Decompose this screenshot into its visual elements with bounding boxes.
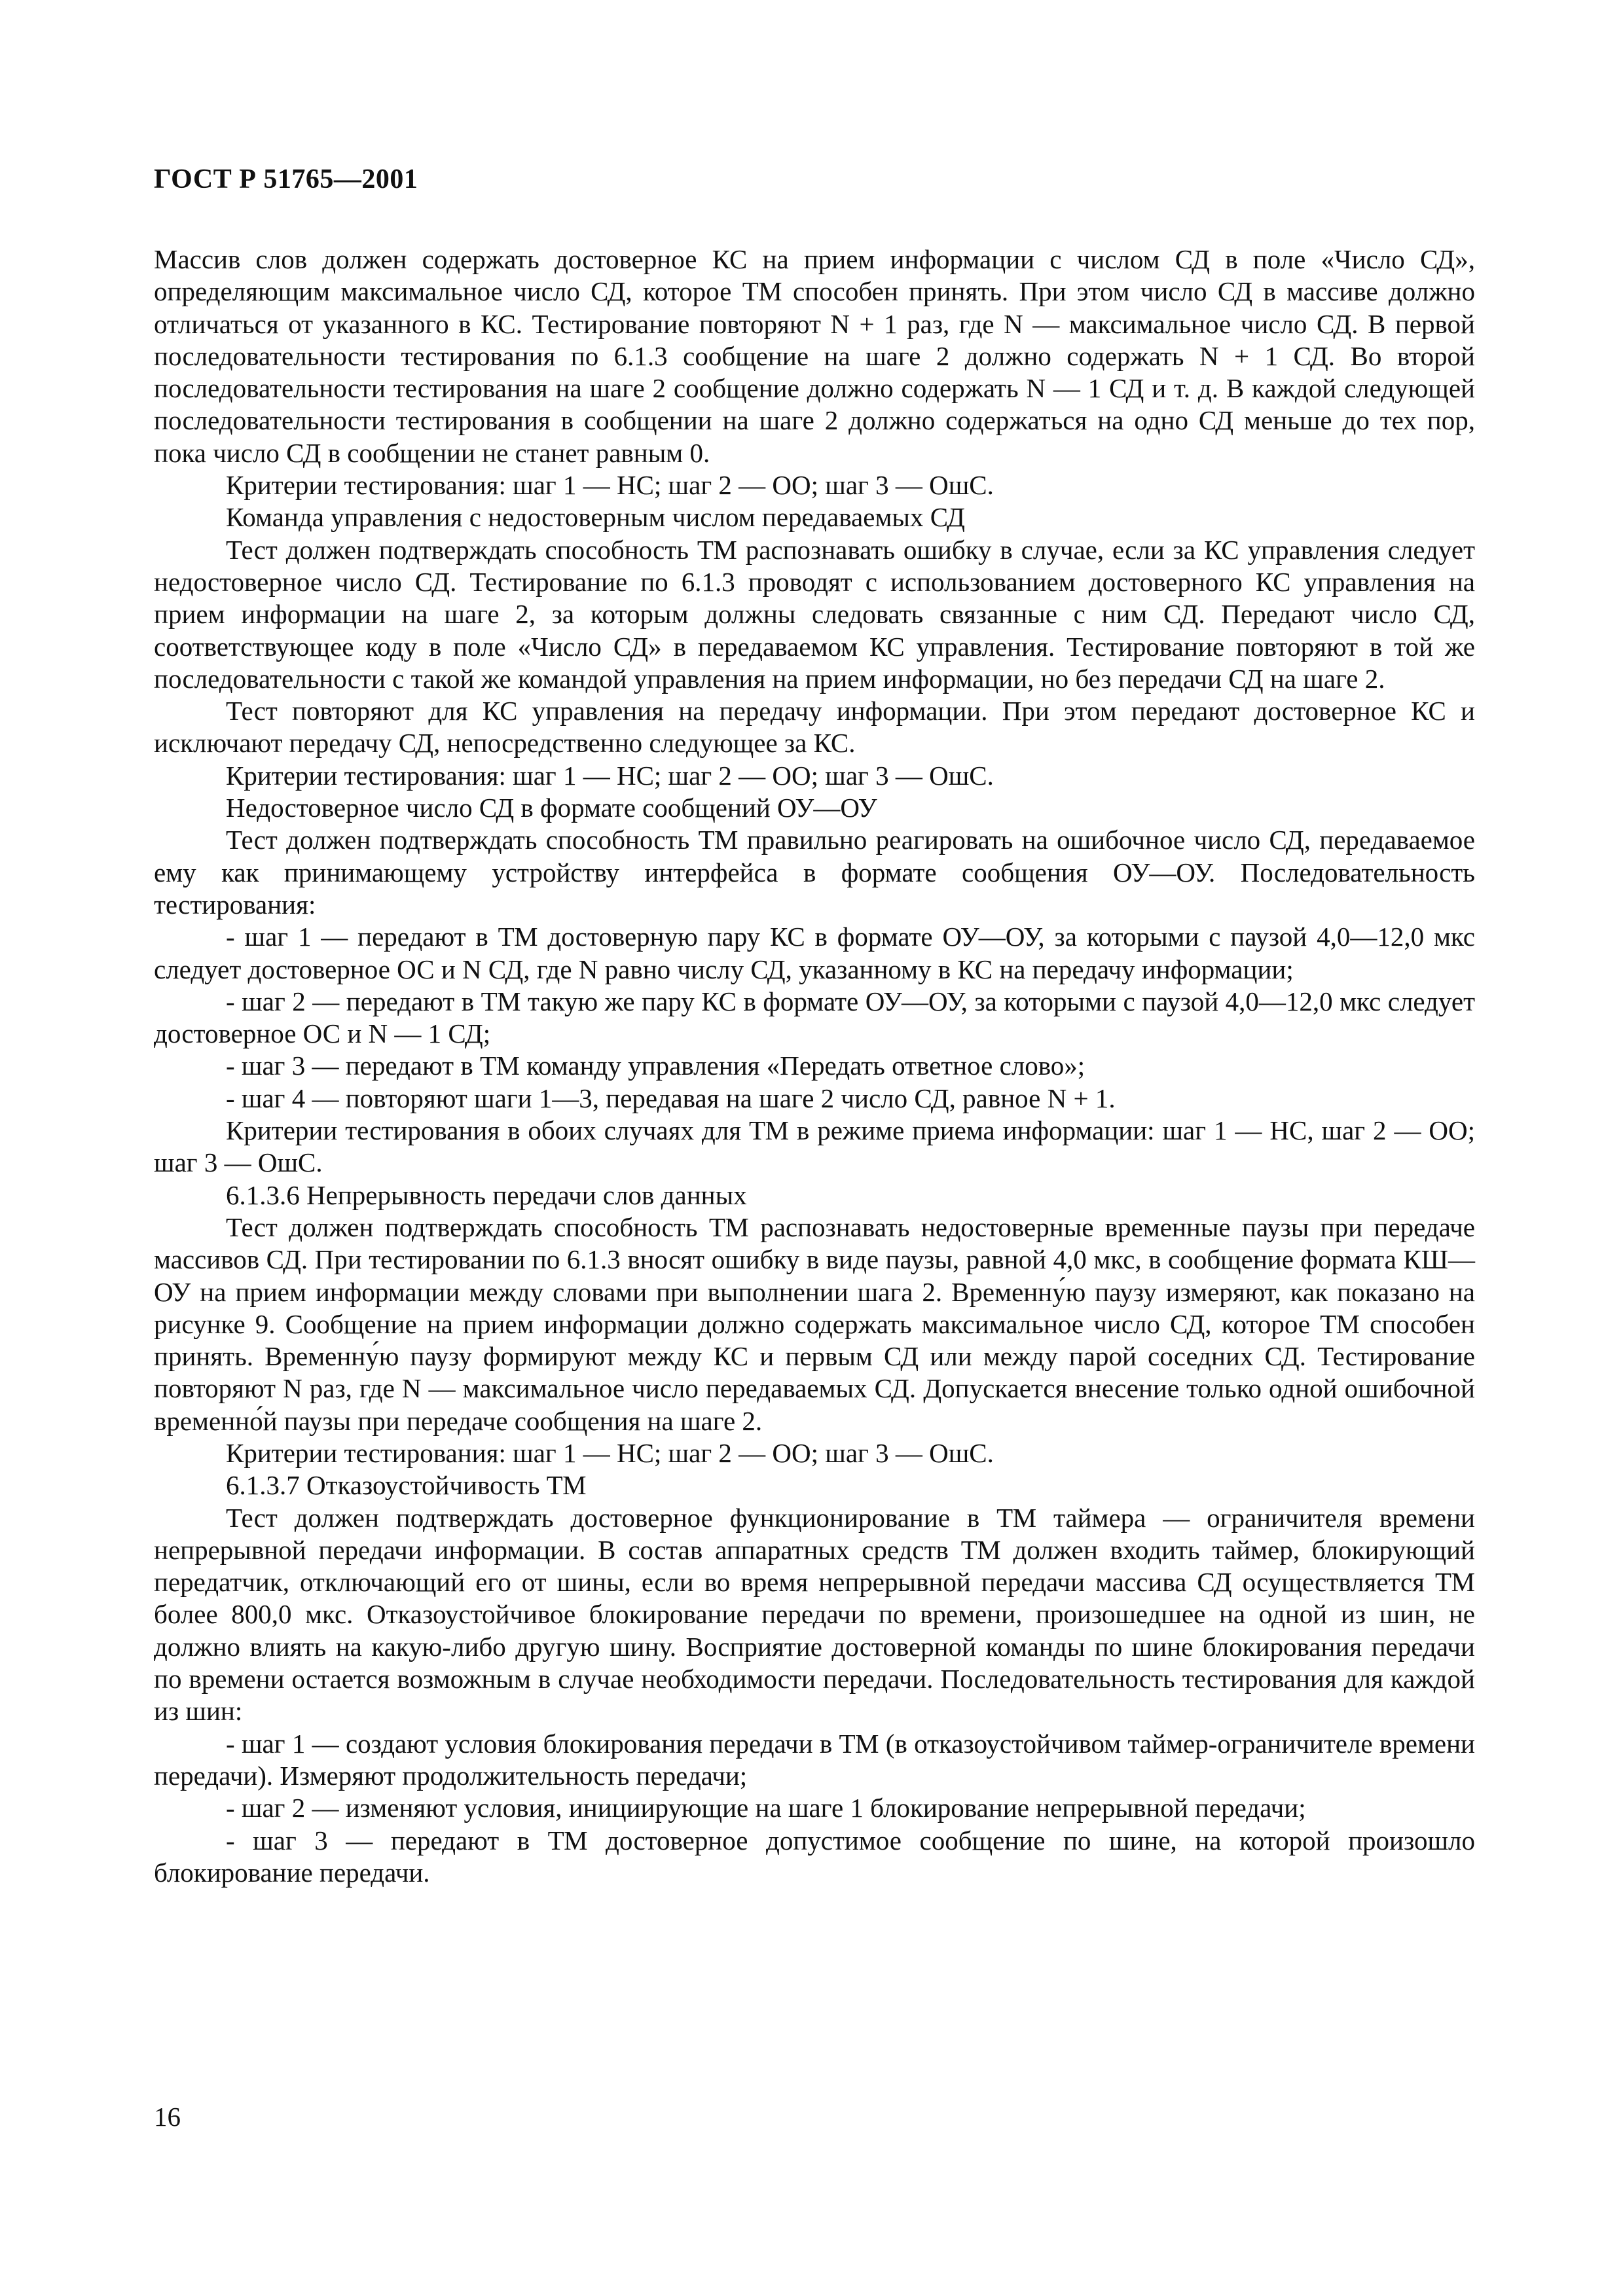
list-item: - шаг 3 — передают в ТМ команду управления «Передать ответное слово»;: [226, 1050, 1085, 1081]
list-item: - шаг 1 — передают в ТМ достоверную пару КС в формате ОУ—ОУ, за которыми с паузой 4,0—12,0 мкс следует достоверное ОС и N СД, где N равно числу СД, указанному в КС на передачу информации;: [154, 922, 1475, 984]
document-header: ГОСТ Р 51765—2001: [154, 164, 418, 194]
paragraph: Критерии тестирования в обоих случаях для ТМ в режиме приема информации: шаг 1 — НС, шаг 2 — ОО; шаг 3 — ОшС.: [154, 1115, 1475, 1178]
list-item: - шаг 2 — передают в ТМ такую же пару КС в формате ОУ—ОУ, за которыми с паузой 4,0—12,0 мкс следует достоверное ОС и N — 1 СД;: [154, 986, 1475, 1049]
section-heading: 6.1.3.7 Отказоустойчивость ТМ: [226, 1470, 587, 1501]
paragraph: Критерии тестирования: шаг 1 — НС; шаг 2 — ОО; шаг 3 — ОшС.: [226, 470, 994, 501]
list-item: - шаг 2 — изменяют условия, инициирующие на шаге 1 блокирование непрерывной передачи;: [226, 1793, 1306, 1823]
paragraph: Тест должен подтверждать достоверное функционирование в ТМ таймера — ограничителя времени непрерывной передачи информации. В состав аппаратных средств ТМ должен входить таймер, блокирующий передатчик, отключающий его от шины, если во время непрерывной передачи массива СД осуществляется ТМ более 800,0 мкс. Отказоустойчивое блокирование передачи по времени, произошедшее на одной из шин, не должно влиять на какую-либо другую шину. Восприятие достоверной команды по шине блокирования передачи по времени остается возможным в случае необходимости передачи. Последовательность тестирования для каждой из шин:: [154, 1502, 1475, 1727]
subsection-heading: Недостоверное число СД в формате сообщений ОУ—ОУ: [226, 793, 877, 823]
paragraph: Тест должен подтверждать способность ТМ распознавать недостоверные временные паузы при передаче массивов СД. При тестировании по 6.1.3 вносят ошибку в виде паузы, равной 4,0 мкс, в сообщение формата КШ—ОУ на прием информации между словами при выполнении шага 2. Временну́ю паузу измеряют, как показано на рисунке 9. Сообщение на прием информации должно содержать максимальное число СД, которое ТМ способен принять. Временну́ю паузу формируют между КС и первым СД или между парой соседних СД. Тестирование повторяют N раз, где N — максимальное число передаваемых СД. Допускается внесение только одной ошибочной временно́й паузы при передаче сообщения на шаге 2.: [154, 1211, 1475, 1436]
paragraph: Массив слов должен содержать достоверное КС на прием информации с числом СД в поле «Число СД», определяющим максимальное число СД, которое ТМ способен принять. При этом число СД в массиве должно отличаться от указанного в КС. Тестирование повторяют N + 1 раз, где N — максимальное число СД. В первой последовательности тестирования по 6.1.3 сообщение на шаге 2 должно содержать N + 1 СД. Во второй последовательности тестирования на шаге 2 сообщение должно содержать N — 1 СД и т. д. В каждой следующей последовательности тестирования в сообщении на шаге 2 должно содержаться на одно СД меньше до тех пор, пока число СД в сообщении не станет равным 0.: [154, 244, 1475, 468]
list-item: - шаг 3 — передают в ТМ достоверное допустимое сообщение по шине, на которой произошло блокирование передачи.: [154, 1825, 1475, 1888]
document-body: [154, 243, 1475, 1889]
list-item: - шаг 4 — повторяют шаги 1—3, передавая на шаге 2 число СД, равное N + 1.: [226, 1083, 1116, 1113]
paragraph: Тест должен подтверждать способность ТМ правильно реагировать на ошибочное число СД, передаваемое ему как принимающему устройству интерфейса в формате сообщения ОУ—ОУ. Последовательность тестирования:: [154, 825, 1475, 920]
subsection-heading: Команда управления с недостоверным числом передаваемых СД: [226, 502, 965, 533]
section-heading: 6.1.3.6 Непрерывность передачи слов данных: [226, 1179, 747, 1210]
paragraph: Тест должен подтверждать способность ТМ распознавать ошибку в случае, если за КС управления следует недостоверное число СД. Тестирование по 6.1.3 проводят с использованием достоверного КС управления на прием информации на шаге 2, за которым должны следовать связанные с ним СД. Передают число СД, соответствующее коду в поле «Число СД» в передаваемом КС управления. Тестирование повторяют в той же последовательности с такой же командой управления на прием информации, но без передачи СД на шаге 2.: [154, 534, 1475, 694]
paragraph: Тест повторяют для КС управления на передачу информации. При этом передают достоверное КС и исключают передачу СД, непосредственно следующее за КС.: [154, 696, 1475, 759]
list-item: - шаг 1 — создают условия блокирования передачи в ТМ (в отказоустойчивом таймер-ограничителе времени передачи). Измеряют продолжительность передачи;: [154, 1728, 1475, 1791]
paragraph: Критерии тестирования: шаг 1 — НС; шаг 2 — ОО; шаг 3 — ОшС.: [226, 760, 994, 791]
page-number: 16: [154, 2102, 181, 2132]
paragraph: Критерии тестирования: шаг 1 — НС; шаг 2 — ОО; шаг 3 — ОшС.: [226, 1437, 994, 1468]
